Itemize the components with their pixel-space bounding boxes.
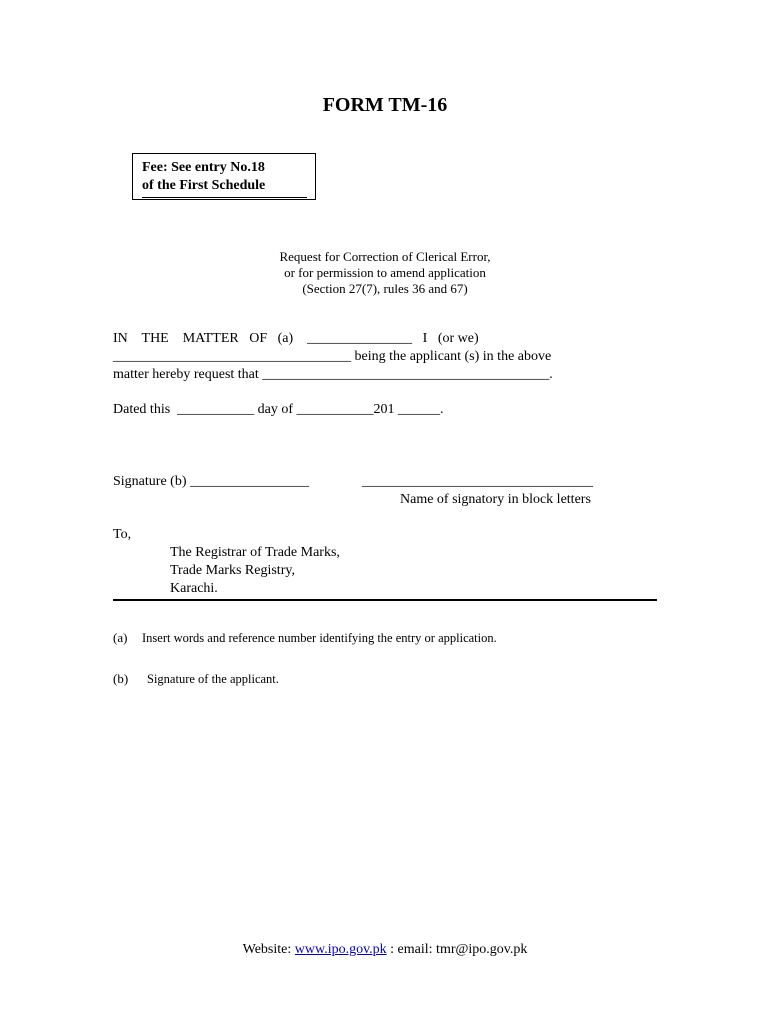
- to-label: To,: [113, 527, 132, 542]
- note-a-marker: (a): [113, 630, 128, 645]
- form-title: FORM TM-16: [322, 94, 448, 116]
- signature-field[interactable]: Signature (b) _________________: [113, 474, 309, 489]
- email-text: : email: tmr@ipo.gov.pk: [386, 942, 528, 957]
- note-a-text: Insert words and reference number identifying the entry or application.: [142, 631, 497, 645]
- fee-line-2: of the First Schedule: [142, 178, 266, 193]
- address-line-3: Karachi.: [170, 581, 218, 596]
- dated-line[interactable]: Dated this ___________ day of ___________201 ______.: [113, 402, 444, 417]
- address-line-1: The Registrar of Trade Marks,: [170, 545, 340, 560]
- address-line-2: Trade Marks Registry,: [170, 563, 295, 578]
- matter-line-1[interactable]: IN THE MATTER OF (a) _______________ I (or we): [113, 331, 479, 346]
- signatory-name-field[interactable]: _________________________________: [362, 474, 593, 489]
- divider-rule: [113, 599, 657, 601]
- fee-underline: [142, 197, 307, 198]
- note-b-marker: (b): [113, 671, 129, 686]
- matter-line-3[interactable]: matter hereby request that _________________________________________.: [113, 367, 553, 382]
- subtitle-line-3: (Section 27(7), rules 36 and 67): [302, 281, 468, 296]
- website-link[interactable]: www.ipo.gov.pk: [294, 942, 387, 957]
- matter-line-2[interactable]: __________________________________ being the applicant (s) in the above: [113, 349, 552, 364]
- subtitle-line-2: or for permission to amend application: [284, 265, 486, 280]
- website-label: Website:: [242, 942, 295, 957]
- footer: [0, 942, 770, 958]
- subtitle-line-1: Request for Correction of Clerical Error,: [279, 249, 491, 264]
- signatory-caption: Name of signatory in block letters: [400, 492, 591, 507]
- note-b-text: Signature of the applicant.: [147, 672, 279, 686]
- fee-line-1: Fee: See entry No.18: [142, 160, 265, 175]
